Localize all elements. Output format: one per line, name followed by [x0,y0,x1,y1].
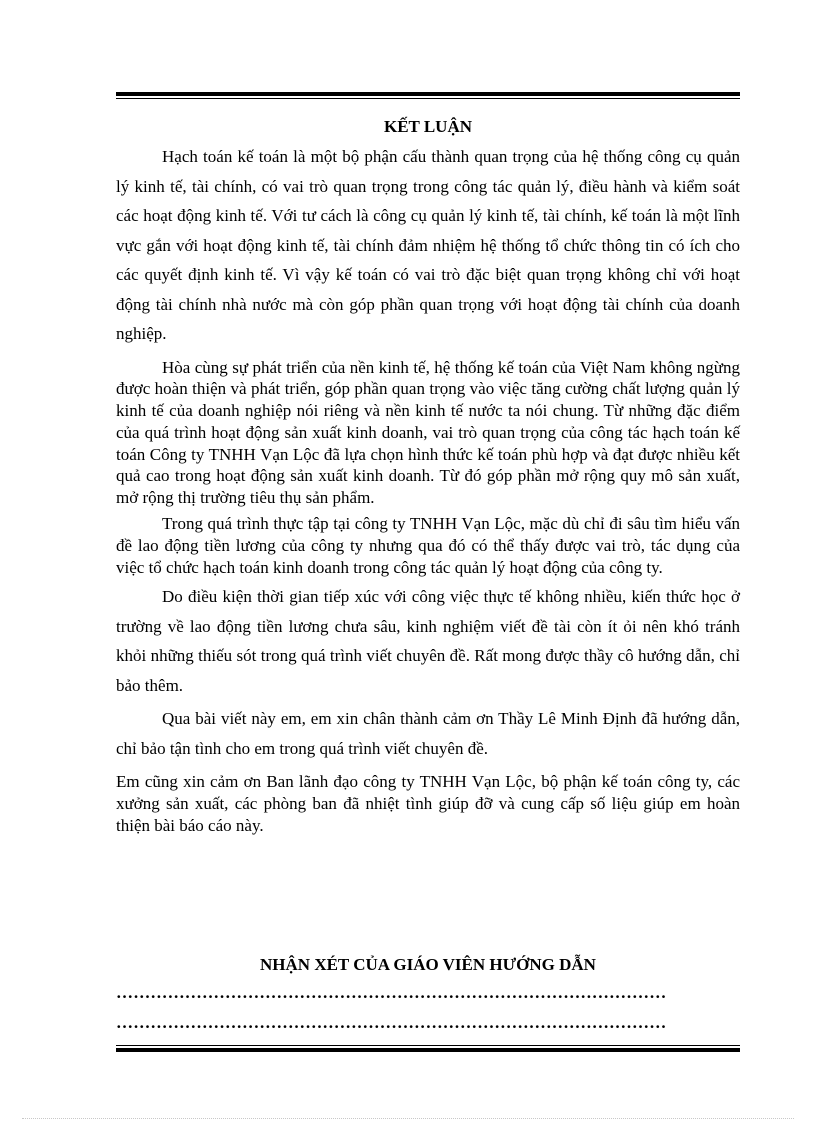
reviewer-comments-section [116,952,740,1038]
conclusion-heading: KẾT LUẬN [383,117,472,136]
page-edge-divider [22,1118,794,1119]
paragraph-6: Em cũng xin cảm ơn Ban lãnh đạo công ty TNHH Vạn Lộc, bộ phận kế toán công ty, các xưởng sản xuất, các phòng ban đã nhiệt tình giúp đỡ và cung cấp số liệu giúp em hoàn thiện bài báo cáo này. [116,772,740,836]
reviewer-comments-heading: NHẬN XÉT CỦA GIÁO VIÊN HƯỚNG DẪN [260,955,596,974]
paragraph-1: Hạch toán kế toán là một bộ phận cấu thành quan trọng của hệ thống công cụ quản lý kinh tế, tài chính, có vai trò quan trọng trong công tác quản lý, điều hành và kiểm soát các hoạt động kinh tế. Với tư cách là công cụ quản lý kinh tế, tài chính, kế toán là một lĩnh vực gắn với hoạt động kinh tế, tài chính đảm nhiệm hệ thống tổ chức thông tin có ích cho các quyết định kinh tế. Vì vậy kế toán có vai trò đặc biệt quan trọng không chỉ với hoạt động tài chính nhà nước mà còn góp phần quan trọng với hoạt động tài chính của doanh nghiệp. [116,147,740,343]
paragraph-5: Qua bài viết này em, em xin chân thành cảm ơn Thầy Lê Minh Định đã hướng dẫn, chỉ bảo tận tình cho em trong quá trình viết chuyên đề. [116,709,740,758]
bottom-double-rule [116,1045,740,1052]
paragraph-2: Hòa cùng sự phát triển của nền kinh tế, hệ thống kế toán của Việt Nam không ngừng được hoàn thiện và phát triển, góp phần quan trọng vào việc tăng cường chất lượng quản lý kinh tế của doanh nghiệp nói riêng và nền kinh tế nước ta nói chung. Từ những đặc điểm của quá trình hoạt động sản xuất kinh doanh, vai trò quan trọng của công tác hạch toán kế toán Công ty TNHH Vạn Lộc đã lựa chọn hình thức kế toán phù hợp và đạt được nhiều kết quả cao trong hoạt động sản xuất kinh doanh. Từ đó góp phần mở rộng quy mô sản xuất, mở rộng thị trường tiêu thụ sản phẩm. [116,357,740,508]
comment-line-1: …………………………………………………………………………………… [116,983,667,1002]
paragraph-4: Do điều kiện thời gian tiếp xúc với công việc thực tế không nhiều, kiến thức học ở trường về lao động tiền lương chưa sâu, kinh nghiệm viết đề tài còn ít ỏi nên khó tránh khỏi những thiếu sót trong quá trình viết chuyên đề. Rất mong được thầy cô hướng dẫn, chỉ bảo thêm. [116,587,740,695]
paragraph-3: Trong quá trình thực tập tại công ty TNHH Vạn Lộc, mặc dù chỉ đi sâu tìm hiểu vấn đề lao động tiền lương của công ty nhưng qua đó có thể thấy được vai trò, tác dụng của việc tổ chức hạch toán kinh doanh trong công tác quản lý hoạt động của công ty. [116,514,740,577]
conclusion-section [116,112,740,837]
top-double-rule [116,92,740,99]
comment-line-2: …………………………………………………………………………………… [116,1013,667,1032]
